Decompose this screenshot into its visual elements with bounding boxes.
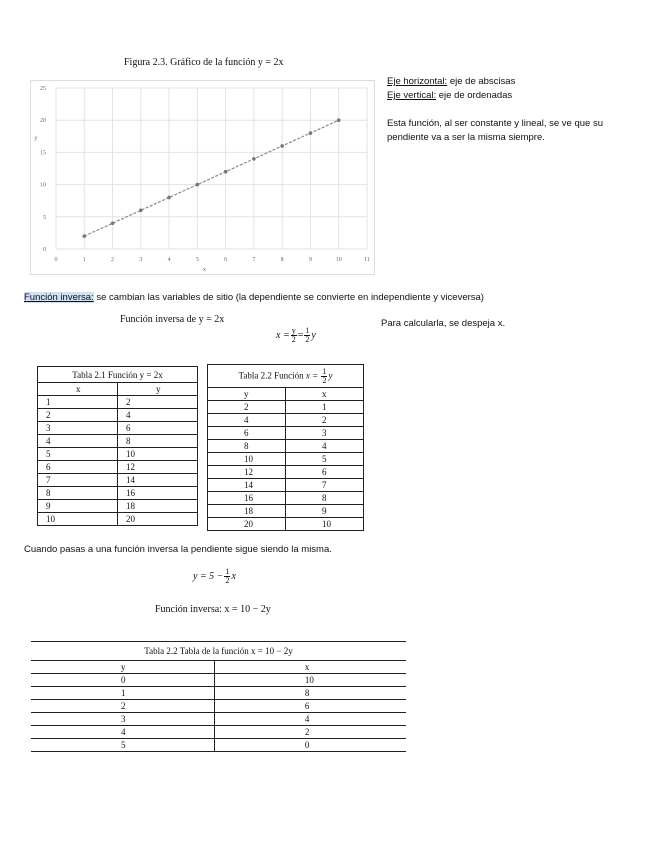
table-cell-left: 5 bbox=[38, 448, 118, 461]
chart-title: Figura 2.3. Gráfico de la función y = 2x bbox=[124, 57, 284, 68]
data-point bbox=[252, 157, 256, 161]
data-point bbox=[82, 234, 86, 238]
table-row bbox=[208, 427, 364, 440]
table2-header-y: y bbox=[208, 388, 286, 401]
vertical-text: eje de ordenadas bbox=[436, 90, 513, 101]
table-cell-left: 18 bbox=[208, 505, 286, 518]
table-row bbox=[31, 674, 406, 687]
table-inverse-function bbox=[207, 364, 364, 531]
table-cell-right: 20 bbox=[118, 513, 198, 526]
table-cell-right: 6 bbox=[214, 700, 406, 713]
table-row bbox=[38, 448, 198, 461]
table-cell-left: 6 bbox=[208, 427, 286, 440]
table-cell-right: 9 bbox=[286, 505, 364, 518]
eq2-fraction: $\frac{1}{2}$ bbox=[225, 567, 230, 585]
table-cell-left: 2 bbox=[31, 700, 214, 713]
table-cell-left: 3 bbox=[38, 422, 118, 435]
data-point bbox=[111, 221, 115, 225]
table-cell-left: 7 bbox=[38, 474, 118, 487]
eq-fraction-2: $\frac{1}{2}$ bbox=[305, 326, 310, 344]
data-point bbox=[309, 131, 313, 135]
table-cell-right: 8 bbox=[286, 492, 364, 505]
table-row bbox=[208, 505, 364, 518]
eq-equals: = bbox=[297, 330, 304, 341]
table1-title: Tabla 2.1 Función y = 2x bbox=[38, 367, 198, 383]
table-row bbox=[38, 409, 198, 422]
table-row bbox=[38, 396, 198, 409]
table-function bbox=[37, 366, 198, 526]
horizontal-axis-note bbox=[387, 75, 647, 89]
table-cell-right: 12 bbox=[118, 461, 198, 474]
y-tick-label: 20 bbox=[40, 118, 46, 125]
y-tick-label: 25 bbox=[40, 86, 46, 92]
table-row bbox=[38, 487, 198, 500]
x-tick-label: 3 bbox=[139, 257, 143, 263]
equation-2 bbox=[193, 568, 236, 585]
table-function-3 bbox=[31, 641, 406, 752]
table-cell-left: 2 bbox=[208, 401, 286, 414]
y-tick-label: 15 bbox=[40, 150, 46, 157]
table-cell-left: 9 bbox=[38, 500, 118, 513]
data-point bbox=[280, 144, 284, 148]
table-cell-right: 2 bbox=[286, 414, 364, 427]
axis-notes bbox=[387, 75, 647, 145]
horizontal-label: Eje horizontal: bbox=[387, 76, 448, 87]
table-row bbox=[38, 474, 198, 487]
table-cell-left: 3 bbox=[31, 713, 214, 726]
x-tick-label: 9 bbox=[308, 257, 312, 263]
inverse2-caption: Función inversa: x = 10 − 2y bbox=[155, 604, 271, 615]
table-row bbox=[208, 518, 364, 531]
x-tick-label: 4 bbox=[167, 257, 171, 263]
x-tick-label: 7 bbox=[252, 257, 256, 263]
inverse-label: Función inversa: bbox=[24, 292, 94, 303]
table-row bbox=[38, 422, 198, 435]
eq-lhs: x = bbox=[276, 330, 290, 341]
calc-note: Para calcularla, se despeja x. bbox=[381, 318, 506, 329]
table-cell-right: 0 bbox=[214, 739, 406, 752]
table-cell-left: 4 bbox=[208, 414, 286, 427]
table-row bbox=[38, 461, 198, 474]
table-row bbox=[38, 500, 198, 513]
table-row bbox=[31, 726, 406, 739]
table3-header-x: x bbox=[214, 661, 406, 674]
table-row bbox=[208, 492, 364, 505]
data-point bbox=[139, 209, 143, 213]
x-tick-label: 5 bbox=[195, 257, 199, 263]
table-cell-right: 4 bbox=[286, 440, 364, 453]
table-cell-right: 4 bbox=[118, 409, 198, 422]
horizontal-text: eje de abscisas bbox=[447, 76, 516, 87]
table-cell-right: 14 bbox=[118, 474, 198, 487]
data-point bbox=[224, 170, 228, 174]
y-tick-label: 0 bbox=[43, 247, 46, 253]
eq-fraction-1: $\frac{y}{2}$ bbox=[291, 326, 296, 344]
table-cell-right: 10 bbox=[214, 674, 406, 687]
data-point bbox=[337, 118, 341, 122]
y-tick-label: 5 bbox=[43, 214, 46, 221]
table-cell-left: 6 bbox=[38, 461, 118, 474]
data-point bbox=[167, 196, 171, 200]
x-axis-label: x bbox=[203, 267, 206, 273]
table-cell-right: 2 bbox=[118, 396, 198, 409]
table-row bbox=[38, 513, 198, 526]
table-cell-left: 14 bbox=[208, 479, 286, 492]
inverse-equation bbox=[276, 327, 316, 344]
table-cell-left: 10 bbox=[38, 513, 118, 526]
table-cell-left: 8 bbox=[38, 487, 118, 500]
table-cell-right: 6 bbox=[118, 422, 198, 435]
table-row bbox=[38, 435, 198, 448]
table-cell-left: 0 bbox=[31, 674, 214, 687]
table1-header-y: y bbox=[118, 383, 198, 396]
vertical-axis-note bbox=[387, 89, 647, 103]
table-row bbox=[208, 453, 364, 466]
table-row bbox=[31, 700, 406, 713]
x-tick-label: 2 bbox=[111, 257, 115, 263]
table3-header-y: y bbox=[31, 661, 214, 674]
data-point bbox=[196, 183, 200, 187]
x-tick-label: 1 bbox=[82, 257, 86, 263]
eq2-var: x bbox=[231, 571, 236, 582]
table-row bbox=[208, 479, 364, 492]
table-cell-left: 10 bbox=[208, 453, 286, 466]
x-tick-label: 11 bbox=[364, 257, 370, 263]
table-cell-right: 3 bbox=[286, 427, 364, 440]
table1-header-x: x bbox=[38, 383, 118, 396]
table-cell-right: 8 bbox=[118, 435, 198, 448]
table-cell-left: 16 bbox=[208, 492, 286, 505]
table-cell-right: 2 bbox=[214, 726, 406, 739]
x-tick-label: 6 bbox=[224, 257, 228, 263]
table-cell-right: 1 bbox=[286, 401, 364, 414]
table-cell-left: 20 bbox=[208, 518, 286, 531]
x-tick-label: 10 bbox=[335, 257, 342, 263]
table2-title: Tabla 2.2 Función x = $\frac{1}{2}$ y bbox=[208, 365, 364, 388]
table-cell-right: 7 bbox=[286, 479, 364, 492]
table-cell-left: 4 bbox=[38, 435, 118, 448]
eq-var: y bbox=[311, 330, 316, 341]
x-tick-label: 0 bbox=[54, 257, 58, 263]
table-row bbox=[31, 739, 406, 752]
table-cell-right: 18 bbox=[118, 500, 198, 513]
table-cell-right: 10 bbox=[286, 518, 364, 531]
eq2-lhs: y = 5 − bbox=[193, 571, 224, 582]
table-row bbox=[208, 466, 364, 479]
table-cell-left: 1 bbox=[31, 687, 214, 700]
vertical-label: Eje vertical: bbox=[387, 90, 437, 101]
table3-title: Tabla 2.2 Tabla de la función x = 10 − 2y bbox=[31, 642, 406, 661]
chart-frame bbox=[31, 81, 375, 275]
table-row bbox=[31, 687, 406, 700]
table-cell-left: 12 bbox=[208, 466, 286, 479]
table-cell-right: 16 bbox=[118, 487, 198, 500]
table-row bbox=[31, 713, 406, 726]
y-tick-label: 10 bbox=[40, 182, 46, 189]
inverse-subtitle: Función inversa de y = 2x bbox=[120, 314, 225, 325]
table-row bbox=[208, 414, 364, 427]
inverse-definition bbox=[24, 291, 644, 305]
table-row bbox=[208, 440, 364, 453]
table-row bbox=[208, 401, 364, 414]
table-cell-left: 5 bbox=[31, 739, 214, 752]
table-cell-right: 4 bbox=[214, 713, 406, 726]
line-chart bbox=[30, 80, 375, 275]
table-cell-right: 5 bbox=[286, 453, 364, 466]
table-cell-right: 8 bbox=[214, 687, 406, 700]
table-cell-left: 8 bbox=[208, 440, 286, 453]
table-cell-right: 10 bbox=[118, 448, 198, 461]
table-cell-left: 4 bbox=[31, 726, 214, 739]
table-cell-left: 2 bbox=[38, 409, 118, 422]
y-axis-label: y bbox=[34, 135, 38, 142]
x-tick-label: 8 bbox=[280, 257, 284, 263]
table-cell-left: 1 bbox=[38, 396, 118, 409]
function-description: Esta función, al ser constante y lineal, se ve que su pendiente va a ser la misma siempre. bbox=[387, 118, 603, 143]
inverse-text: se cambian las variables de sitio (la dependiente se convierte en independiente y viceversa) bbox=[93, 292, 484, 303]
table2-header-x: x bbox=[286, 388, 364, 401]
table-cell-right: 6 bbox=[286, 466, 364, 479]
slope-note: Cuando pasas a una función inversa la pendiente sigue siendo la misma. bbox=[24, 544, 332, 555]
